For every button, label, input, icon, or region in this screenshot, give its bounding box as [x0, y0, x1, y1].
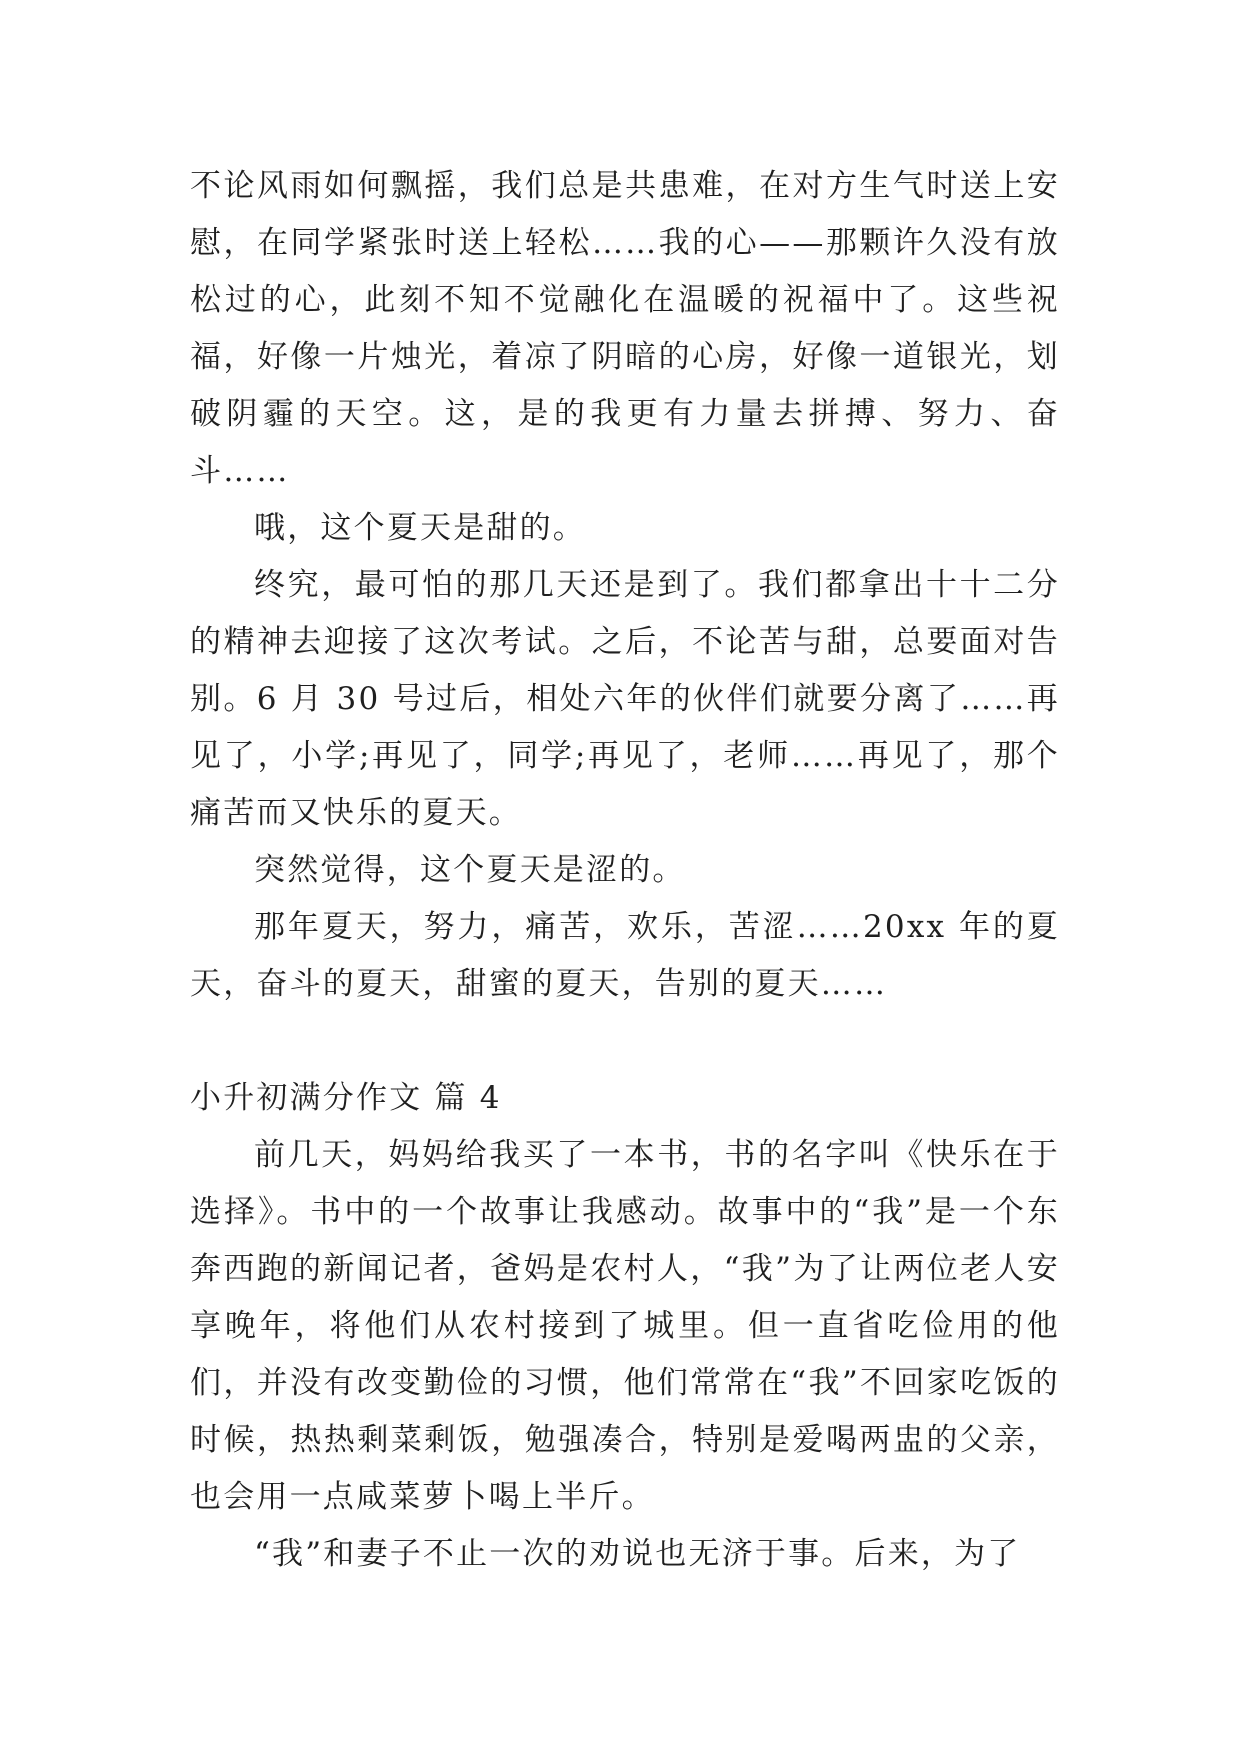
paragraph-2: 哦，这个夏天是甜的。 — [254, 510, 586, 546]
paragraph-6: 前几天，妈妈给我买了一本书，书的名字叫《快乐在于选择》。书中的一个故事让我感动。故事中的“我”是一个东奔西跑的新闻记者，爸妈是农村人，“我”为了让两位老人安享晚年，将他们从农村接到了城里。但一直省吃俭用的他们，并没有改变勤俭的习惯，他们常常在“我”不回家吃饭的时候，热热剩菜剩饭，勉强凑合，特别是爱喝两盅的父亲，也会用一点咸菜萝卜喝上半斤。 — [190, 1137, 1060, 1515]
essay-body — [190, 158, 1060, 1583]
paragraph-1: 不论风雨如何飘摇，我们总是共患难，在对方生气时送上安慰，在同学紧张时送上轻松……我的心——那颗许久没有放松过的心，此刻不知不觉融化在温暖的祝福中了。这些祝福，好像一片烛光，着凉了阴暗的心房，好像一道银光，划破阴霾的天空。这，是的我更有力量去拼搏、努力、奋斗…… — [190, 168, 1060, 489]
paragraph-4: 突然觉得，这个夏天是涩的。 — [254, 852, 686, 888]
paragraph-3: 终究，最可怕的那几天还是到了。我们都拿出十十二分的精神去迎接了这次考试。之后，不论苦与甜，总要面对告别。6 月 30 号过后，相处六年的伙伴们就要分离了……再见了，小学;再见了，同学;再见了，老师……再见了，那个痛苦而又快乐的夏天。 — [190, 567, 1060, 831]
paragraph-7: “我”和妻子不止一次的劝说也无济于事。后来，为了 — [254, 1536, 1021, 1572]
paragraph-5: 那年夏天，努力，痛苦，欢乐，苦涩……20xx 年的夏天，奋斗的夏天，甜蜜的夏天，告别的夏天…… — [190, 909, 1060, 1002]
section-heading: 小升初满分作文 篇 4 — [190, 1080, 502, 1116]
